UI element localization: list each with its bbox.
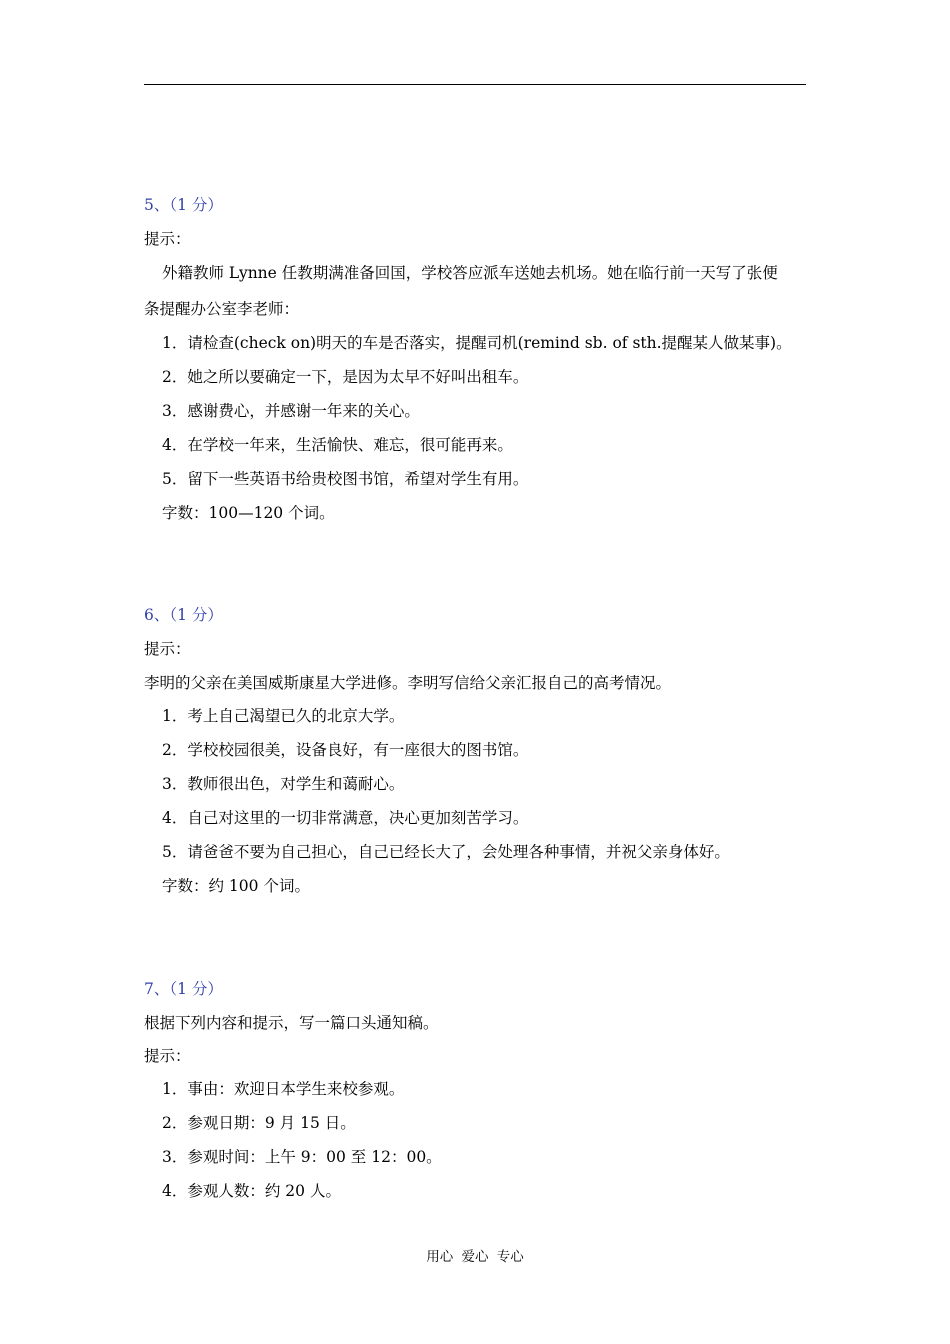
q6-item-2: 2．学校校园很美，设备良好，有一座很大的图书馆。 [162,741,529,759]
q7-item-2: 2．参观日期：9 月 15 日。 [162,1114,356,1132]
q5-item-2: 2．她之所以要确定一下，是因为太早不好叫出租车。 [162,368,529,386]
q7-instruction: 根据下列内容和提示，写一篇口头通知稿。 [144,1014,439,1032]
q6-item-5: 5．请爸爸不要为自己担心，自己已经长大了，会处理各种事情，并祝父亲身体好。 [162,843,730,861]
q5-item-5: 5．留下一些英语书给贵校图书馆，希望对学生有用。 [162,470,529,488]
q7-hint-label: 提示： [144,1047,191,1065]
q6-item-4: 4．自己对这里的一切非常满意，决心更加刻苦学习。 [162,809,529,827]
q5-intro-line-2: 条提醒办公室李老师： [144,300,300,318]
q5-item-3: 3．感谢费心，并感谢一年来的关心。 [162,402,420,420]
header-rule [144,84,806,85]
q5-intro-line-1: 外籍教师 Lynne 任教期满准备回国，学校答应派车送她去机场。她在临行前一天写了张便 [162,264,778,282]
q7-item-1: 1．事由：欢迎日本学生来校参观。 [162,1080,405,1098]
q6-item-1: 1．考上自己渴望已久的北京大学。 [162,707,405,725]
q6-intro: 李明的父亲在美国威斯康星大学进修。李明写信给父亲汇报自己的高考情况。 [144,674,672,692]
page-footer: 用心 爱心 专心 [426,1249,524,1265]
q6-word-count: 字数：约 100 个词。 [162,877,310,895]
q7-heading: 7、（1 分） [144,980,223,998]
q5-item-4: 4．在学校一年来，生活愉快、难忘，很可能再来。 [162,436,513,454]
q5-word-count: 字数：100—120 个词。 [162,504,335,522]
q5-heading: 5、（1 分） [144,196,223,214]
q6-item-3: 3．教师很出色，对学生和蔼耐心。 [162,775,405,793]
q7-item-4: 4．参观人数：约 20 人。 [162,1182,341,1200]
q7-item-3: 3．参观时间：上午 9：00 至 12：00。 [162,1148,442,1166]
q5-hint-label: 提示： [144,230,191,248]
q6-heading: 6、（1 分） [144,606,223,624]
q5-item-1: 1．请检查(check on)明天的车是否落实，提醒司机(remind sb. of sth.提醒某人做某事)。 [162,334,792,352]
q6-hint-label: 提示： [144,640,191,658]
